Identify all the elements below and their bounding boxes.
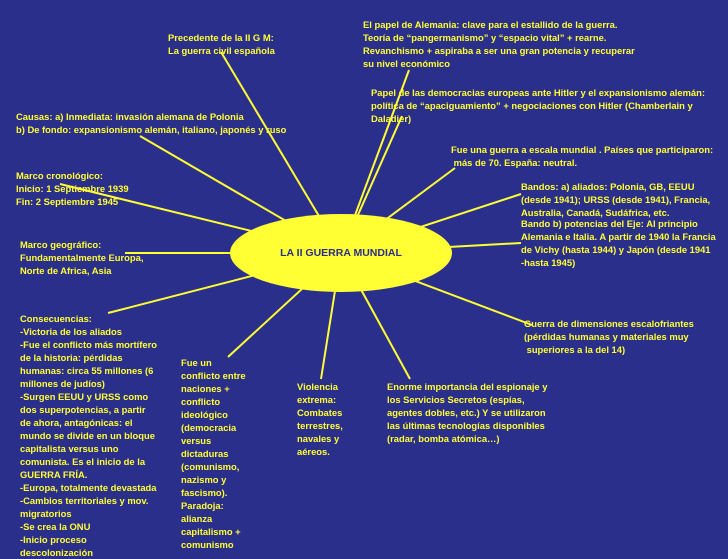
text-line: las últimas tecnologías disponibles xyxy=(387,420,545,431)
text-line: Enorme importancia del espionaje y xyxy=(387,381,548,392)
node-dimensiones xyxy=(524,317,694,356)
text-line: Daladier) xyxy=(371,113,412,124)
text-line: Bandos: a) aliados: Polonia, GB, EEUU xyxy=(521,181,695,192)
text-line: (radar, bomba atómica…) xyxy=(387,433,500,444)
center-label: LA II GUERRA MUNDIAL xyxy=(280,247,402,259)
text-line: nazismo y xyxy=(181,474,227,485)
node-bando-b xyxy=(521,217,716,269)
text-line: Fin: 2 Septiembre 1945 xyxy=(16,196,119,207)
text-line: de la historia: pérdidas xyxy=(20,352,123,363)
node-precedente xyxy=(168,31,275,57)
text-line: Teoría de “pangermanismo” y “espacio vital” + rearne. xyxy=(363,32,607,43)
text-line: humanas: circa 55 millones (6 xyxy=(20,365,154,376)
text-line: ideológico xyxy=(181,409,228,420)
text-line: Fue un xyxy=(181,357,212,368)
text-line: conflicto entre xyxy=(181,370,246,381)
text-line: Bando b) potencias del Eje: Al principio xyxy=(521,218,698,229)
text-line: dictaduras xyxy=(181,448,229,459)
text-line: fascismo). xyxy=(181,487,228,498)
text-line: Guerra de dimensiones escalofriantes xyxy=(524,318,694,329)
text-line: (comunismo, xyxy=(181,461,240,472)
text-line: Alemania e Italia. A partir de 1940 la Francia xyxy=(521,231,716,242)
node-conflicto xyxy=(181,356,246,551)
text-line: de ahora, antagónicas: el xyxy=(20,417,133,428)
text-line: naciones + xyxy=(181,383,230,394)
text-line: -Victoria de los aliados xyxy=(20,326,122,337)
text-line: descolonización xyxy=(20,547,93,558)
text-line: -Surgen EEUU y URSS como xyxy=(20,391,149,402)
text-line: (pérdidas humanas y materiales muy xyxy=(524,331,689,342)
text-line: Fue una guerra a escala mundial . Países que participaron: xyxy=(451,144,714,155)
text-line: más de 70. España: neutral. xyxy=(451,157,578,168)
text-line: Marco cronológico: xyxy=(16,170,103,181)
node-espionaje xyxy=(387,380,547,445)
text-line: superiores a la del 14) xyxy=(524,344,626,355)
text-line: Revanchismo + aspiraba a ser una gran potencia y recuperar xyxy=(363,45,635,56)
text-line: Australia, Canadá, Sudáfrica, etc. xyxy=(521,207,670,218)
text-line: migratorios xyxy=(20,508,72,519)
node-consecuencias xyxy=(20,312,157,559)
text-line: Fundamentalmente Europa, xyxy=(20,252,144,263)
text-line: La guerra civil española xyxy=(168,45,275,56)
text-line: Combates xyxy=(297,407,343,418)
text-line: comunista. Es el inicio de la xyxy=(20,456,146,467)
node-escala xyxy=(451,143,713,169)
text-line: comunismo xyxy=(181,539,234,550)
text-line: conflicto xyxy=(181,396,221,407)
text-line: (democracia xyxy=(181,422,237,433)
text-line: Papel de las democracias europeas ante Hitler y el expansionismo alemán: xyxy=(371,87,705,98)
text-line: Norte de Africa, Asia xyxy=(20,265,112,276)
text-line: aéreos. xyxy=(297,446,330,457)
text-line: extrema: xyxy=(297,394,337,405)
text-line: mundo se divide en un bloque xyxy=(20,430,155,441)
text-line: Paradoja: xyxy=(181,500,224,511)
text-line: b) De fondo: expansionismo alemán, italiano, japonés y ruso xyxy=(16,124,287,135)
node-violencia xyxy=(297,380,343,458)
text-line: -Europa, totalmente devastada xyxy=(20,482,157,493)
text-line: -Cambios territoriales y mov. xyxy=(20,495,149,506)
text-line: su nivel económico xyxy=(363,58,451,69)
text-line: Causas: a) Inmediata: invasión alemana de Polonia xyxy=(16,111,244,122)
text-line: terrestres, xyxy=(297,420,343,431)
text-line: política de “apaciguamiento” + negociaciones con Hitler (Chamberlain y xyxy=(371,100,693,111)
text-line: Consecuencias: xyxy=(20,313,92,324)
text-line: Violencia xyxy=(297,381,338,392)
text-line: Inicio: 1 Septiembre 1939 xyxy=(16,183,129,194)
text-line: Marco geográfico: xyxy=(20,239,102,250)
text-line: -Fue el conflicto más mortífero xyxy=(20,339,157,350)
text-line: -hasta 1945) xyxy=(521,257,576,268)
text-line: El papel de Alemania: clave para el estallido de la guerra. xyxy=(363,19,618,30)
text-line: agentes dobles, etc.) Y se utilizaron xyxy=(387,407,546,418)
text-line: -Inicio proceso xyxy=(20,534,87,545)
text-line: los Servicios Secretos (espías, xyxy=(387,394,525,405)
text-line: (desde 1941); URSS (desde 1941), Francia, xyxy=(521,194,711,205)
text-line: capitalista versus uno xyxy=(20,443,119,454)
text-line: navales y xyxy=(297,433,340,444)
text-line: de Vichy (hasta 1944) y Japón (desde 1941 xyxy=(521,244,711,255)
node-marco-geografico xyxy=(20,238,143,277)
text-line: -Se crea la ONU xyxy=(20,521,91,532)
text-line: millones de judíos) xyxy=(20,378,105,389)
node-marco-cronologico xyxy=(16,169,129,208)
node-alemania xyxy=(363,18,635,70)
node-causas xyxy=(16,110,286,136)
text-line: dos superpotencias, a partir xyxy=(20,404,146,415)
text-line: capitalismo + xyxy=(181,526,241,537)
text-line: Precedente de la II G M: xyxy=(168,32,274,43)
text-line: GUERRA FRÍA. xyxy=(20,469,88,480)
text-line: versus xyxy=(181,435,212,446)
text-line: alianza xyxy=(181,513,213,524)
node-democracias xyxy=(371,86,705,125)
node-bando-a xyxy=(521,180,710,219)
